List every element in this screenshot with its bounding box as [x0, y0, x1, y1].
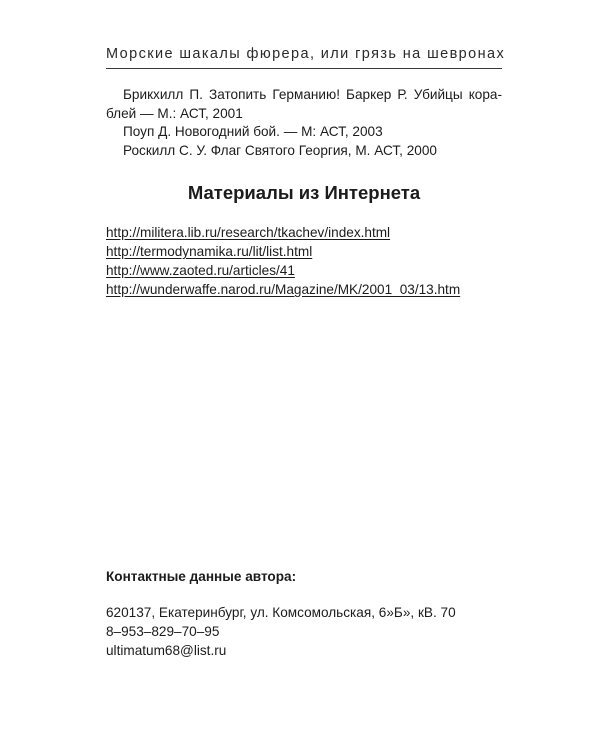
internet-link[interactable]: http://wunderwaffe.narod.ru/Magazine/MK/2001_03/13.htm — [106, 282, 461, 297]
internet-link[interactable]: http://www.zaoted.ru/articles/41 — [106, 263, 295, 278]
contact-address: 620137, Екатеринбург, ул. Комсомольская, 6»Б», кВ. 70 — [106, 605, 456, 620]
internet-link-list — [106, 223, 526, 299]
running-header: Морские шакалы фюрера, или грязь на шевронах — [106, 46, 506, 62]
contacts-title: Контактные данные автора: — [106, 569, 297, 584]
reference-item: Поуп Д. Новогодний бой. — М: АСТ, 2003 — [123, 124, 383, 139]
reference-list — [106, 86, 502, 160]
internet-link[interactable]: http://termodynamika.ru/lit/list.html — [106, 244, 313, 259]
header-rule — [106, 68, 502, 69]
internet-link[interactable]: http://militera.lib.ru/research/tkachev/index.html — [106, 225, 391, 240]
contact-email: ultimatum68@list.ru — [106, 643, 227, 658]
author-contacts — [106, 603, 456, 660]
section-title-internet: Материалы из Интернета — [187, 182, 421, 203]
reference-item: Брикхилл П. Затопить Германию! Баркер Р. Убийцы кора- блей — М.: АСТ, 2001 — [106, 87, 502, 121]
reference-item: Роскилл С. У. Флаг Святого Георгия, М. АСТ, 2000 — [123, 142, 437, 158]
contact-phone: 8–953–829–70–95 — [106, 624, 220, 639]
